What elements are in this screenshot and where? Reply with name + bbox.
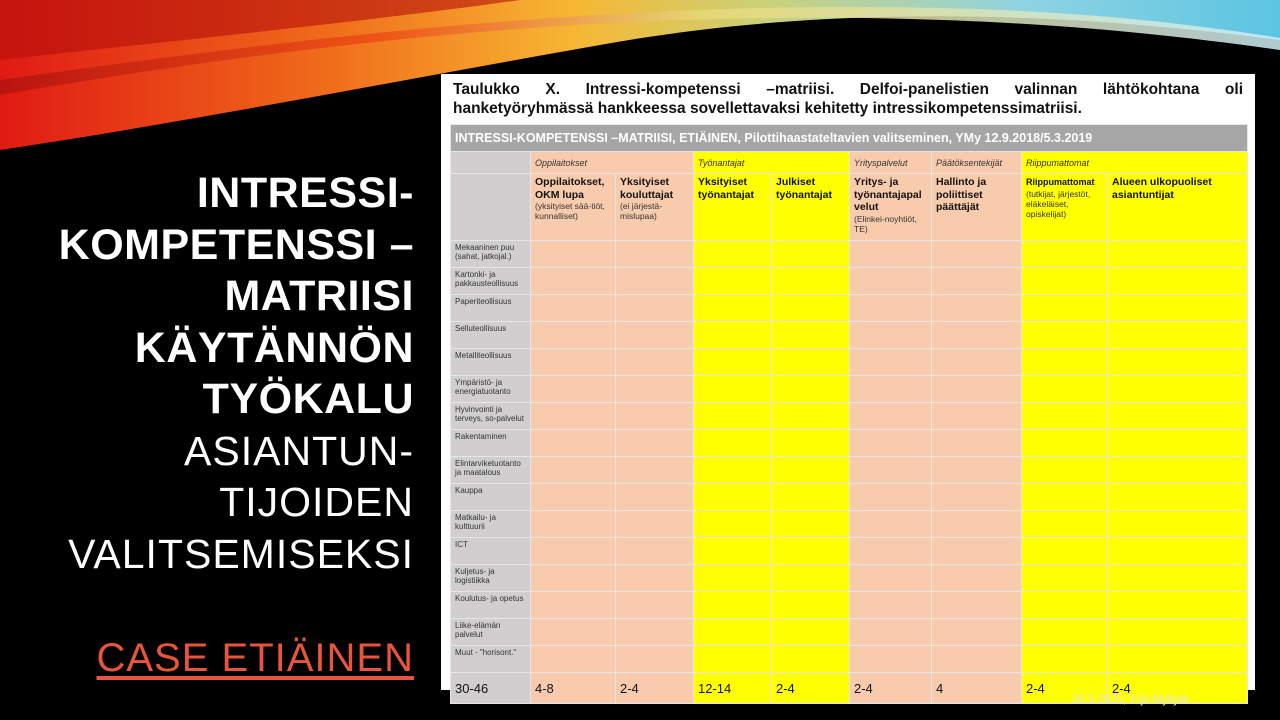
matrix-cell [850, 592, 932, 619]
row-label: Hyvinvointi ja terveys, so-palvelut [451, 403, 531, 430]
matrix-cell [932, 511, 1022, 538]
matrix-row [451, 619, 1248, 646]
matrix-cell [1022, 592, 1108, 619]
group-header: Riippumattomat [1022, 152, 1248, 174]
matrix-cell [694, 376, 772, 403]
matrix-cell [616, 241, 694, 268]
matrix-cell [694, 322, 772, 349]
matrix-row [451, 349, 1248, 376]
matrix-cell [1108, 592, 1248, 619]
caption-line-1: Taulukko X. Intressi-kompetenssi –matriisi. Delfoi-panelistien valinnan lähtökohtana oli [453, 81, 1243, 98]
matrix-cell [1108, 484, 1248, 511]
matrix-cell [1108, 511, 1248, 538]
matrix-cell [850, 511, 932, 538]
matrix-cell [1022, 538, 1108, 565]
total-cell: 4-8 [531, 673, 616, 704]
matrix-cell [694, 511, 772, 538]
matrix-cell [932, 241, 1022, 268]
row-label: Kuljetus- ja logistiikka [451, 565, 531, 592]
matrix-cell [772, 619, 850, 646]
matrix-cell [1022, 349, 1108, 376]
matrix-cell [694, 349, 772, 376]
matrix-cell [1022, 565, 1108, 592]
matrix-cell [616, 268, 694, 295]
column-header: Riippumattomat (tutkijat, järjestöt, eläkeläiset, opiskelijat) [1022, 174, 1108, 241]
matrix-cell [850, 376, 932, 403]
matrix-cell [616, 619, 694, 646]
matrix-cell [850, 619, 932, 646]
column-header: Hallinto ja poliittiset päättäjät [932, 174, 1022, 241]
matrix-cell [932, 619, 1022, 646]
matrix-cell [694, 457, 772, 484]
matrix-cell [850, 322, 932, 349]
matrix-cell [850, 646, 932, 673]
matrix-cell [616, 430, 694, 457]
matrix-cell [772, 430, 850, 457]
row-label: Muut - "horisont." [451, 646, 531, 673]
matrix-cell [694, 565, 772, 592]
matrix-cell [1022, 268, 1108, 295]
subtitle-line: ASIANTUN- [184, 427, 414, 474]
matrix-row [451, 295, 1248, 322]
total-cell: 2-4 [1022, 673, 1108, 704]
matrix-cell [531, 565, 616, 592]
row-label: Kauppa [451, 484, 531, 511]
matrix-cell [531, 322, 616, 349]
matrix-cell [932, 376, 1022, 403]
matrix-cell [772, 511, 850, 538]
matrix-row [451, 403, 1248, 430]
footer-date: 26.5.2020, Yrjö Myllylä [1071, 694, 1188, 706]
matrix-row [451, 268, 1248, 295]
matrix-cell [616, 538, 694, 565]
matrix-cell [932, 295, 1022, 322]
matrix-cell [531, 619, 616, 646]
subtitle-line: VALITSEMISEKSI [68, 530, 414, 577]
group-header: Työnantajat [694, 152, 850, 174]
matrix-cell [932, 349, 1022, 376]
matrix-cell [1108, 268, 1248, 295]
matrix-cell [694, 295, 772, 322]
matrix-cell [1108, 457, 1248, 484]
matrix-cell [616, 484, 694, 511]
matrix-row [451, 511, 1248, 538]
caption-line-2: hanketyöryhmässä hankkeessa sovellettavaksi kehitetty intressikompetenssimatriisi. [453, 100, 1082, 117]
matrix-cell [1108, 646, 1248, 673]
matrix-cell [932, 538, 1022, 565]
matrix-cell [616, 403, 694, 430]
matrix-cell [1022, 646, 1108, 673]
matrix-cell [772, 376, 850, 403]
matrix-cell [772, 268, 850, 295]
column-header: Yksityiset työnantajat [694, 174, 772, 241]
matrix-cell [1022, 511, 1108, 538]
matrix-cell [850, 565, 932, 592]
matrix-cell [1022, 484, 1108, 511]
matrix-cell [1108, 430, 1248, 457]
matrix-cell [1108, 565, 1248, 592]
column-header: Alueen ulkopuoliset asiantuntijat [1108, 174, 1248, 241]
corner-cell [451, 174, 531, 241]
matrix-cell [694, 538, 772, 565]
matrix-cell [616, 457, 694, 484]
matrix-cell [932, 565, 1022, 592]
row-label: ICT [451, 538, 531, 565]
matrix-cell [1022, 619, 1108, 646]
matrix-cell [1108, 403, 1248, 430]
matrix-cell [531, 268, 616, 295]
matrix-cell [772, 349, 850, 376]
matrix-cell [616, 646, 694, 673]
matrix-row [451, 646, 1248, 673]
group-header: Oppilaitokset [531, 152, 694, 174]
matrix-cell [616, 295, 694, 322]
matrix-cell [932, 484, 1022, 511]
matrix-cell [694, 592, 772, 619]
matrix-cell [1108, 538, 1248, 565]
matrix-cell [850, 403, 932, 430]
row-label: Koulutus- ja opetus [451, 592, 531, 619]
matrix-cell [694, 268, 772, 295]
matrix-cell [850, 295, 932, 322]
matrix-cell [1108, 322, 1248, 349]
matrix-cell [932, 322, 1022, 349]
matrix-cell [531, 511, 616, 538]
matrix-body [451, 241, 1248, 673]
matrix-row [451, 565, 1248, 592]
matrix-cell [694, 619, 772, 646]
matrix-cell [772, 241, 850, 268]
matrix-cell [694, 241, 772, 268]
matrix-cell [932, 646, 1022, 673]
matrix-cell [1108, 349, 1248, 376]
matrix-title: INTRESSI-KOMPETENSSI –MATRIISI, ETIÄINEN, Pilottihaastateltavien valitseminen, YMy 12.9.2018/5.3.2019 [451, 125, 1248, 152]
matrix-cell [772, 592, 850, 619]
matrix-cell [531, 241, 616, 268]
matrix-cell [616, 349, 694, 376]
matrix-row [451, 241, 1248, 268]
title-line: KÄYTÄNNÖN [134, 323, 414, 372]
matrix-cell [932, 592, 1022, 619]
matrix-row [451, 592, 1248, 619]
column-header: Yritys- ja työnantajapal velut (Elinkei-noyhtiöt, TE) [850, 174, 932, 241]
matrix-cell [772, 565, 850, 592]
matrix-cell [850, 349, 932, 376]
title-line: KOMPETENSSI – [58, 220, 414, 269]
column-header: Julkiset työnantajat [772, 174, 850, 241]
matrix-cell [531, 403, 616, 430]
matrix-cell [694, 403, 772, 430]
matrix-cell [932, 457, 1022, 484]
case-etiainen-link[interactable]: CASE ETIÄINEN [96, 636, 414, 680]
matrix-cell [850, 457, 932, 484]
row-label: Paperiteollisuus [451, 295, 531, 322]
corner-cell [451, 152, 531, 174]
matrix-cell [531, 592, 616, 619]
row-label: Matkailu- ja kulttuurii [451, 511, 531, 538]
interest-competence-matrix [450, 124, 1248, 704]
slide-title [54, 168, 414, 580]
matrix-cell [1022, 430, 1108, 457]
matrix-cell [1022, 376, 1108, 403]
matrix-cell [1022, 322, 1108, 349]
total-cell: 4 [932, 673, 1022, 704]
matrix-cell [850, 430, 932, 457]
total-cell: 2-4 [850, 673, 932, 704]
matrix-document [441, 74, 1255, 696]
matrix-cell [1108, 376, 1248, 403]
matrix-cell [694, 646, 772, 673]
matrix-cell [1022, 295, 1108, 322]
matrix-cell [531, 484, 616, 511]
row-label: Selluteollisuus [451, 322, 531, 349]
row-label: Elintarviketuotanto ja maatalous [451, 457, 531, 484]
matrix-cell [772, 484, 850, 511]
total-cell: 12-14 [694, 673, 772, 704]
matrix-cell [531, 646, 616, 673]
matrix-cell [616, 592, 694, 619]
matrix-cell [531, 376, 616, 403]
matrix-row [451, 376, 1248, 403]
matrix-row [451, 538, 1248, 565]
matrix-cell [531, 457, 616, 484]
matrix-cell [932, 430, 1022, 457]
matrix-cell [772, 322, 850, 349]
matrix-cell [772, 295, 850, 322]
matrix-cell [694, 430, 772, 457]
total-cell: 2-4 [1108, 673, 1248, 704]
total-cell: 30-46 [451, 673, 531, 704]
matrix-row [451, 457, 1248, 484]
total-cell: 2-4 [772, 673, 850, 704]
matrix-cell [772, 403, 850, 430]
total-cell: 2-4 [616, 673, 694, 704]
row-label: Kartonki- ja pakkausteollisuus [451, 268, 531, 295]
matrix-cell [616, 511, 694, 538]
matrix-cell [694, 484, 772, 511]
matrix-cell [850, 268, 932, 295]
matrix-cell [772, 538, 850, 565]
matrix-cell [616, 376, 694, 403]
row-label: Ympäristö- ja energiatuotanto [451, 376, 531, 403]
group-header: Päätöksentekijät [932, 152, 1022, 174]
matrix-cell [772, 457, 850, 484]
matrix-cell [1022, 457, 1108, 484]
matrix-cell [616, 322, 694, 349]
subtitle-line: TIJOIDEN [219, 479, 414, 525]
matrix-cell [531, 538, 616, 565]
matrix-cell [772, 646, 850, 673]
matrix-cell [932, 403, 1022, 430]
matrix-cell [1108, 619, 1248, 646]
matrix-cell [531, 349, 616, 376]
title-line: INTRESSI- [196, 169, 414, 217]
matrix-cell [850, 484, 932, 511]
matrix-cell [1022, 403, 1108, 430]
matrix-cell [1022, 241, 1108, 268]
row-label: Metalliteollisuus [451, 349, 531, 376]
matrix-cell [1108, 241, 1248, 268]
matrix-cell [932, 268, 1022, 295]
group-header: Yrityspalvelut [850, 152, 932, 174]
matrix-cell [531, 430, 616, 457]
matrix-cell [616, 565, 694, 592]
matrix-row [451, 322, 1248, 349]
matrix-row [451, 430, 1248, 457]
column-header: Oppilaitokset, OKM lupa (yksityiset sää-tiöt, kunnalliset) [531, 174, 616, 241]
matrix-cell [1108, 295, 1248, 322]
matrix-cell [850, 241, 932, 268]
title-line: TYÖKALU [202, 375, 414, 423]
row-label: Rakentaminen [451, 430, 531, 457]
table-caption [453, 80, 1243, 118]
matrix-cell [850, 538, 932, 565]
column-header: Yksityiset kouluttajat (ei järjestä-mislupaa) [616, 174, 694, 241]
row-label: Liike-elämän palvelut [451, 619, 531, 646]
matrix-cell [531, 295, 616, 322]
matrix-row [451, 484, 1248, 511]
title-line: MATRIISI [224, 272, 414, 320]
row-label: Mekaaninen puu (sahat, jatkojal.) [451, 241, 531, 268]
